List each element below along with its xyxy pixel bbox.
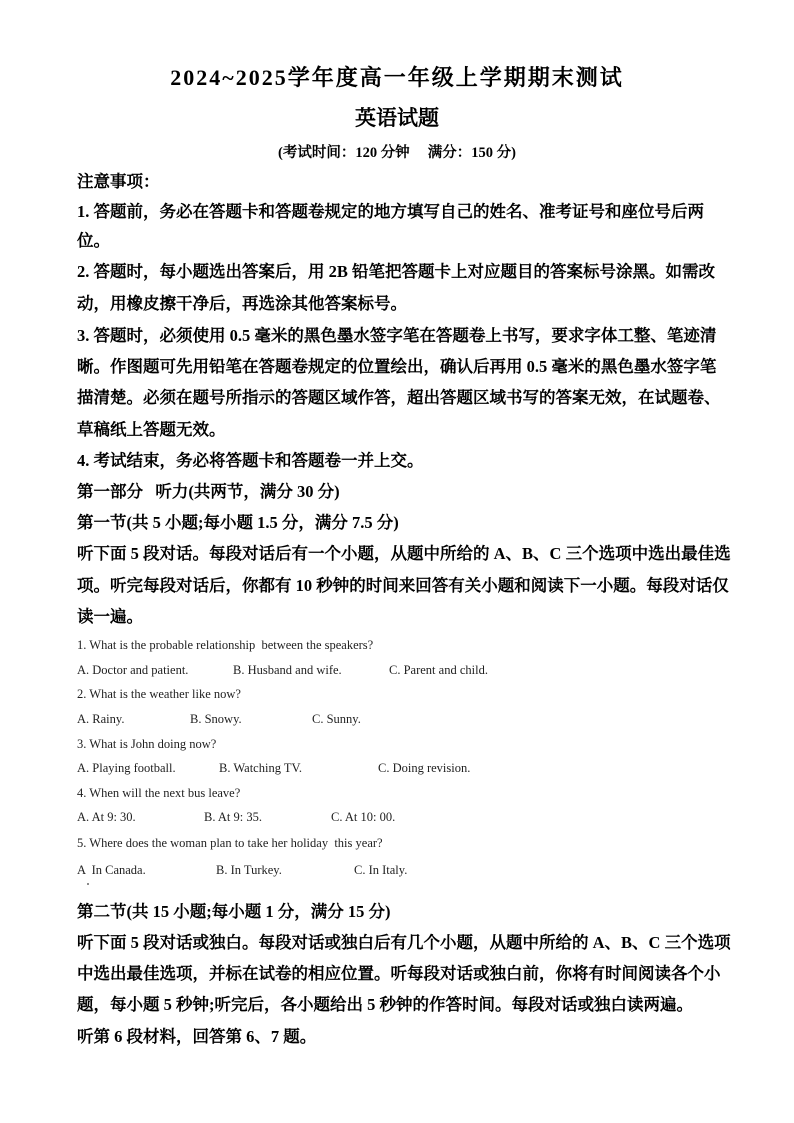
notice-line: 2. 答题时，每小题选出答案后，用 2B 铅笔把答题卡上对应题目的答案标号涂黑。如需改 — [77, 262, 716, 281]
option-c: C. Parent and child. — [389, 663, 488, 677]
option-b: B. Watching TV. — [219, 761, 303, 775]
option-b: B. Snowy. — [190, 712, 242, 726]
exam-title: 2024~2025学年度高一年级上学期期末测试 — [170, 65, 624, 90]
notice-line: 晰。作图题可先用铅笔在答题卷规定的位置绘出，确认后再用 0.5 毫米的黑色墨水签字笔 — [77, 357, 717, 376]
question-stem: 5. Where does the woman plan to take her holiday this year? — [77, 836, 383, 850]
notice-line: 1. 答题前，务必在答题卡和答题卷规定的地方填写自己的姓名、准考证号和座位号后两 — [77, 202, 704, 221]
stray-mark — [87, 883, 89, 885]
option-a: A. At 9: 30. — [77, 810, 136, 824]
option-c: C. At 10: 00. — [331, 810, 396, 824]
section1-instruction: 读一遍。 — [77, 607, 143, 626]
section1-instruction: 项。听完每段对话后，你都有 10 秒钟的时间来回答有关小题和阅读下一小题。每段对话仅 — [77, 576, 729, 595]
question-stem: 3. What is John doing now? — [77, 737, 217, 751]
question-options — [0, 809, 794, 825]
section2-instruction: 听下面 5 段对话或独白。每段对话或独白后有几个小题，从题中所给的 A、B、C 三个选项 — [77, 933, 731, 952]
option-b: B. Husband and wife. — [233, 663, 342, 677]
notice-line: 草稿纸上答题无效。 — [77, 420, 226, 439]
option-a: A In Canada. — [77, 863, 146, 877]
option-c: C. In Italy. — [354, 863, 408, 877]
option-a: A. Playing football. — [77, 761, 176, 775]
option-a: A. Doctor and patient. — [77, 663, 189, 677]
notice-line: 动，用橡皮擦干净后，再选涂其他答案标号。 — [77, 294, 407, 313]
option-c: C. Sunny. — [312, 712, 361, 726]
section2-heading: 第二节(共 15 小题;每小题 1 分，满分 15 分) — [77, 902, 391, 921]
question-options — [0, 760, 794, 776]
material-instruction: 听第 6 段材料，回答第 6、7 题。 — [77, 1027, 317, 1046]
question-stem: 1. What is the probable relationship between the speakers? — [77, 638, 374, 652]
notice-line: 4. 考试结束，务必将答题卡和答题卷一并上交。 — [77, 451, 424, 470]
question-stem: 4. When will the next bus leave? — [77, 786, 241, 800]
exam-subject: 英语试题 — [355, 106, 439, 130]
section2-instruction: 题，每小题 5 秒钟;听完后，各小题给出 5 秒钟的作答时间。每段对话或独白读两遍。 — [77, 995, 693, 1014]
notice-line: 位。 — [77, 231, 110, 250]
option-b: B. In Turkey. — [216, 863, 282, 877]
notice-line: 3. 答题时，必须使用 0.5 毫米的黑色墨水签字笔在答题卷上书写，要求字体工整、笔迹清 — [77, 326, 717, 345]
question-stem: 2. What is the weather like now? — [77, 687, 241, 701]
option-c: C. Doing revision. — [378, 761, 471, 775]
exam-info: (考试时间：120 分钟 满分：150 分) — [277, 145, 517, 161]
part1-heading: 第一部分 听力(共两节，满分 30 分) — [77, 482, 340, 501]
section2-instruction: 中选出最佳选项，并标在试卷的相应位置。听每段对话或独白前，你将有时间阅读各个小 — [77, 964, 721, 983]
question-options — [0, 862, 794, 878]
notice-line: 描清楚。必须在题号所指示的答题区域作答，超出答题区域书写的答案无效，在试题卷、 — [77, 388, 721, 407]
section1-heading: 第一节(共 5 小题;每小题 1.5 分，满分 7.5 分) — [77, 513, 399, 532]
notice-heading: 注意事项： — [77, 172, 160, 191]
option-b: B. At 9: 35. — [204, 810, 262, 824]
question-options — [0, 662, 794, 678]
question-options — [0, 711, 794, 727]
section1-instruction: 听下面 5 段对话。每段对话后有一个小题，从题中所给的 A、B、C 三个选项中选出最佳选 — [77, 544, 731, 563]
option-a: A. Rainy. — [77, 712, 125, 726]
